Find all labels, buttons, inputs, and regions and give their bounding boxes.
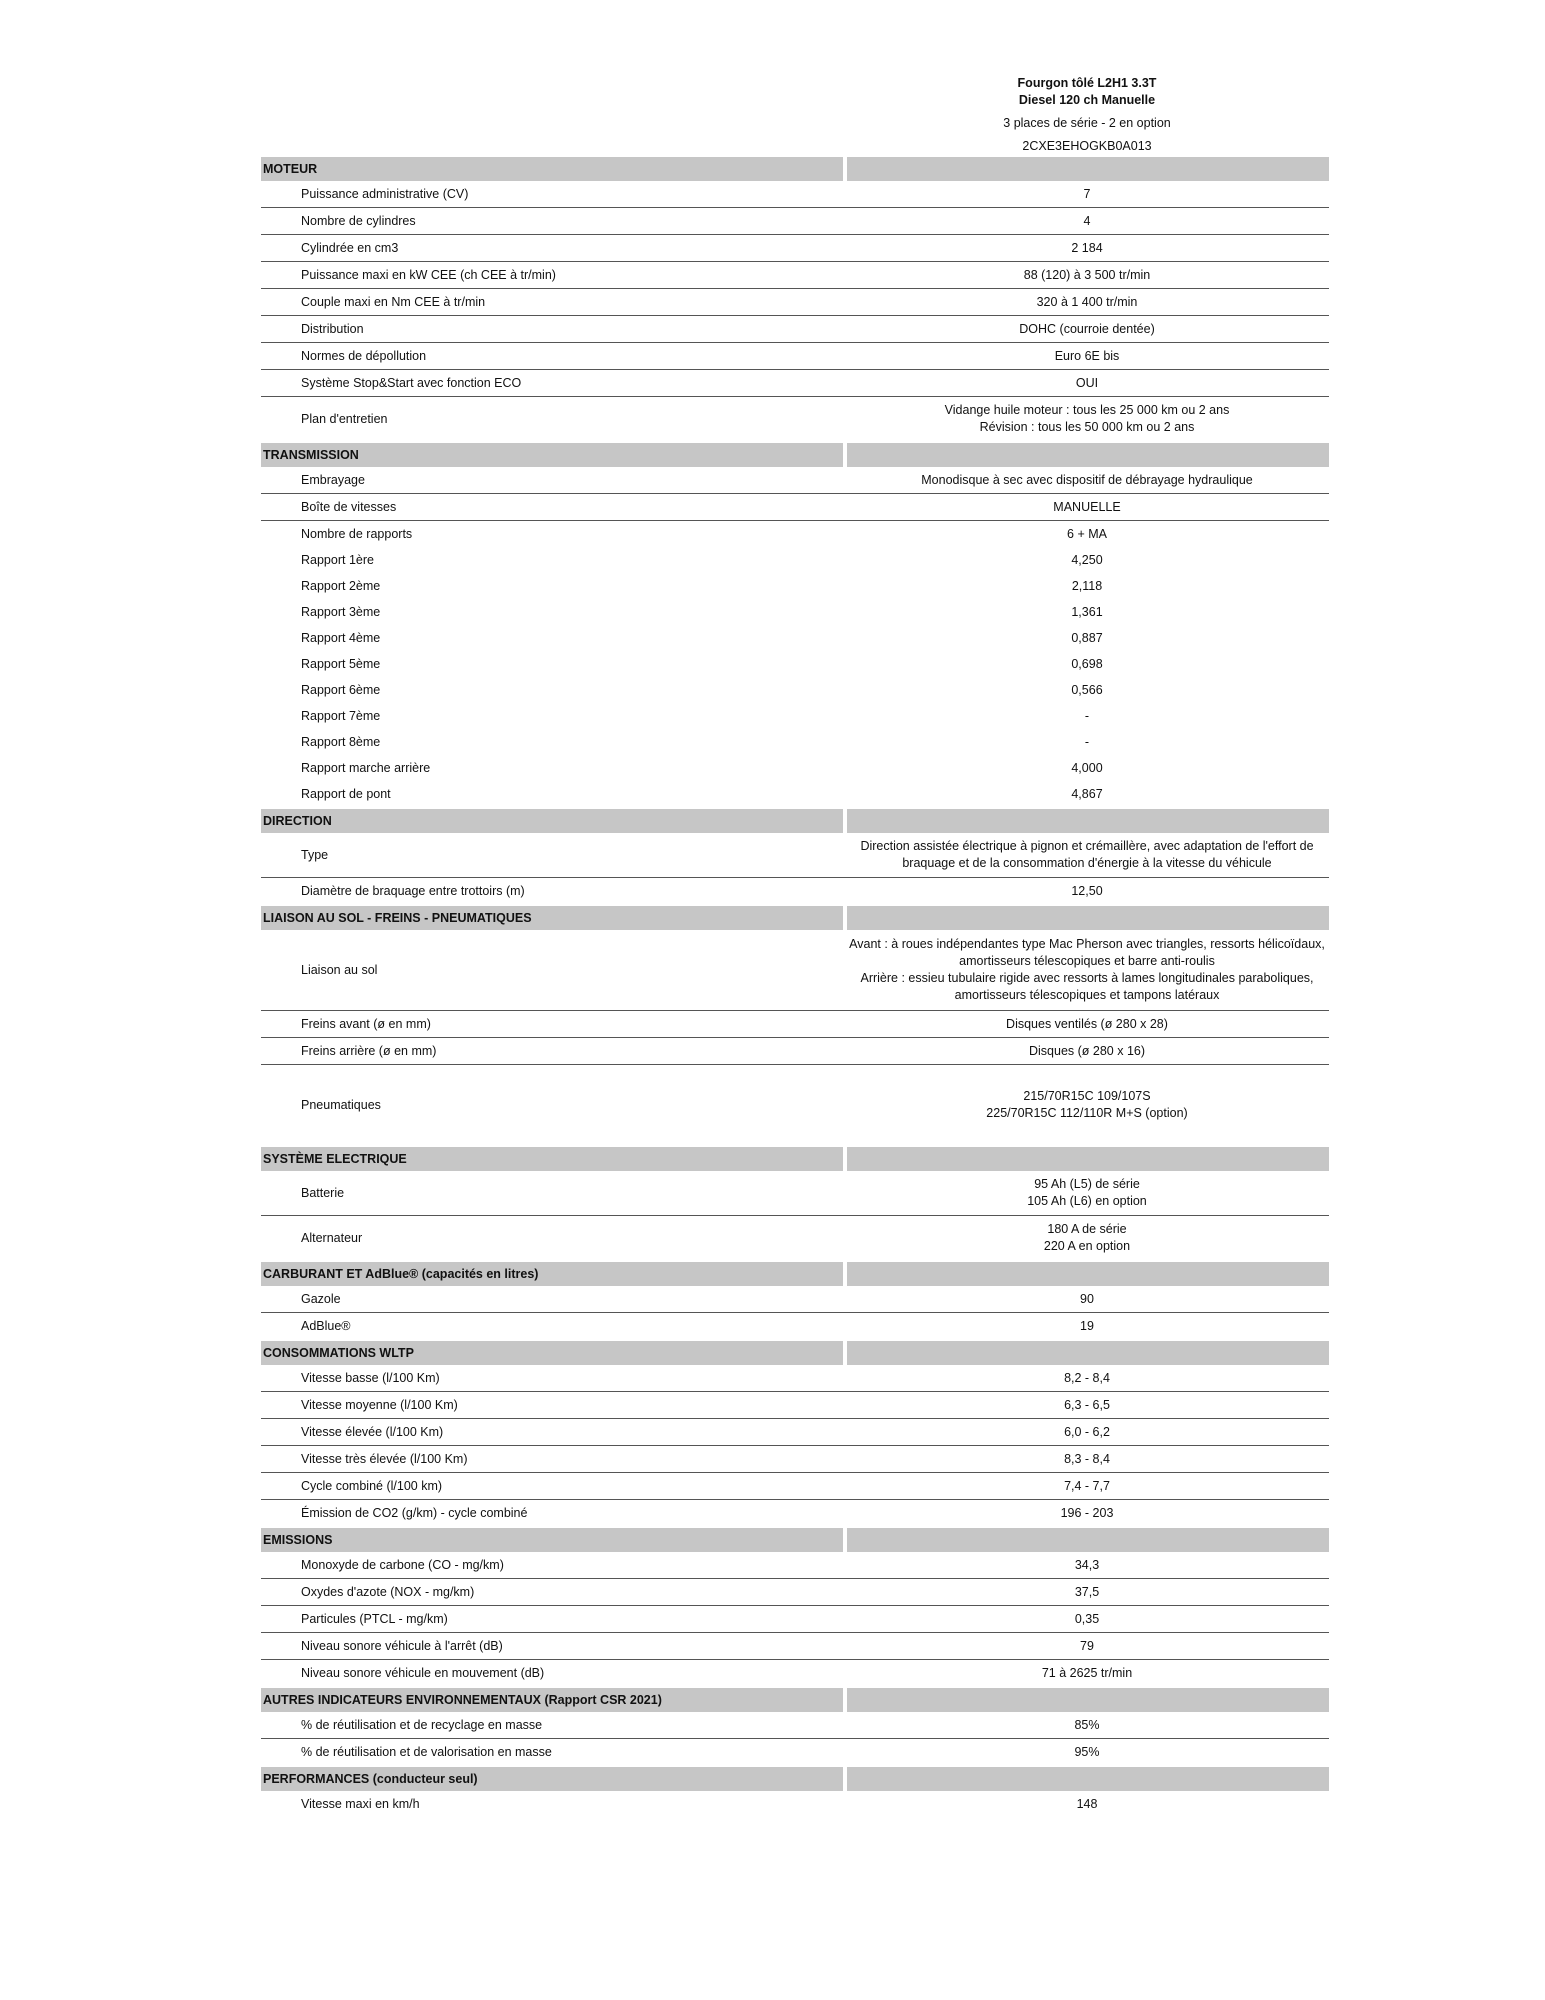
spec-label: Particules (PTCL - mg/km) [301,1612,448,1626]
section-title: MOTEUR [263,162,318,176]
spec-row [261,781,1329,807]
spec-row [261,1712,1329,1739]
spec-row [261,729,1329,755]
spec-row [261,755,1329,781]
section-value-band [843,1262,1329,1286]
spec-value: 7,4 - 7,7 [1064,1478,1110,1493]
section-header [261,1767,1329,1791]
spec-row [261,573,1329,599]
section-title: SYSTÈME ELECTRIQUE [263,1152,407,1166]
spec-label: Plan d'entretien [301,412,388,426]
spec-label: Vitesse basse (l/100 Km) [301,1371,440,1385]
spec-label: Gazole [301,1292,341,1306]
spec-value: 90 [1080,1291,1094,1306]
spec-label: Cylindrée en cm3 [301,241,399,255]
spec-value: 4,250 [1071,552,1103,567]
spec-value: Monodisque à sec avec dispositif de débrayage hydraulique [921,472,1253,487]
spec-value: 8,2 - 8,4 [1064,1370,1110,1385]
spec-label: Pneumatiques [301,1098,381,1112]
spec-value: 85% [1074,1717,1100,1732]
spec-value: 180 A de série 220 A en option [1043,1222,1131,1253]
spec-value: OUI [1075,375,1099,390]
spec-row [261,1011,1329,1038]
section-header [261,809,1329,833]
spec-label: Boîte de vitesses [301,500,397,514]
spec-row [261,547,1329,573]
spec-row [261,1313,1329,1339]
spec-row [261,1500,1329,1526]
spec-value: 12,50 [1071,883,1103,898]
spec-value: 4,867 [1071,786,1103,801]
spec-label: Rapport 1ère [301,553,374,567]
spec-row [261,1791,1329,1817]
spec-value: 37,5 [1074,1584,1100,1599]
spec-row [261,1633,1329,1660]
engine-name: Diesel 120 ch Manuelle [1018,93,1156,107]
spec-sheet [261,75,1329,1817]
spec-row [261,1660,1329,1686]
spec-value: Direction assistée électrique à pignon et crémaillère, avec adaptation de l'effort de braquage et de la consommation d'énergie à la vitesse du véhicule [860,839,1314,870]
spec-label: Distribution [301,322,364,336]
spec-value: Euro 6E bis [1054,348,1120,363]
spec-value: 0,698 [1071,656,1103,671]
spec-row [261,370,1329,397]
section-header [261,906,1329,930]
spec-row [261,467,1329,494]
spec-label: Rapport 4ème [301,631,381,645]
spec-value: 0,566 [1071,682,1103,697]
spec-row [261,878,1329,904]
spec-value: DOHC (courroie dentée) [1019,321,1155,336]
spec-sections [261,157,1329,1817]
spec-label: Monoxyde de carbone (CO - mg/km) [301,1558,504,1572]
spec-row [261,1739,1329,1765]
spec-label: % de réutilisation et de recyclage en masse [301,1718,543,1732]
spec-label: Rapport 2ème [301,579,381,593]
spec-row [261,208,1329,235]
spec-value: 1,361 [1071,604,1103,619]
version-code: 2CXE3EHOGKB0A013 [1022,139,1152,153]
spec-row [261,1216,1329,1260]
spec-value: 0,35 [1074,1611,1100,1626]
model-header [845,75,1329,155]
spec-row [261,930,1329,1011]
spec-value: Disques ventilés (ø 280 x 28) [1006,1016,1168,1031]
section-title: DIRECTION [263,814,332,828]
section-title: CARBURANT ET AdBlue® (capacités en litres) [263,1267,539,1281]
model-name: Fourgon tôlé L2H1 3.3T [1017,76,1157,90]
spec-value: 6,0 - 6,2 [1064,1424,1110,1439]
spec-label: Rapport 3ème [301,605,381,619]
spec-row [261,1365,1329,1392]
section-value-band [843,443,1329,467]
section-value-band [843,1688,1329,1712]
spec-label: Puissance administrative (CV) [301,187,469,201]
spec-value: - [1084,734,1090,749]
spec-label: Vitesse maxi en km/h [301,1797,420,1811]
spec-row [261,677,1329,703]
spec-value: 196 - 203 [1060,1505,1114,1520]
spec-label: Embrayage [301,473,365,487]
section-value-band [843,906,1329,930]
section-header [261,1688,1329,1712]
spec-row [261,1392,1329,1419]
section-value-band [843,1341,1329,1365]
spec-row [261,599,1329,625]
section-header [261,443,1329,467]
spec-value: 19 [1080,1318,1094,1333]
section-title: LIAISON AU SOL - FREINS - PNEUMATIQUES [263,911,532,925]
spec-row [261,703,1329,729]
section-header [261,1341,1329,1365]
spec-label: Rapport 6ème [301,683,381,697]
spec-value: 8,3 - 8,4 [1064,1451,1110,1466]
spec-label: Rapport 7ème [301,709,381,723]
spec-label: Alternateur [301,1231,363,1245]
spec-row [261,1473,1329,1500]
spec-value: 2 184 [1071,240,1103,255]
seats-info: 3 places de série - 2 en option [1003,116,1171,130]
spec-value: - [1084,708,1090,723]
spec-row [261,651,1329,677]
spec-row [261,1038,1329,1065]
spec-label: Niveau sonore véhicule à l'arrêt (dB) [301,1639,503,1653]
section-value-band [843,1767,1329,1791]
spec-row [261,1579,1329,1606]
spec-row [261,343,1329,370]
spec-label: Nombre de rapports [301,527,413,541]
spec-label: Vitesse très élevée (l/100 Km) [301,1452,468,1466]
spec-value: 0,887 [1071,630,1103,645]
spec-row [261,1171,1329,1216]
section-title: AUTRES INDICATEURS ENVIRONNEMENTAUX (Rapport CSR 2021) [263,1693,662,1707]
spec-row [261,289,1329,316]
spec-label: Rapport 5ème [301,657,381,671]
spec-value: 79 [1080,1638,1094,1653]
spec-value: 7 [1083,186,1091,201]
spec-value: 4 [1083,213,1091,228]
spec-value: Avant : à roues indépendantes type Mac Pherson avec triangles, ressorts hélicoïdaux, amortisseurs télescopiques et barre anti-roulis Arrière : essieu tubulaire rigide avec ressorts à lames longitudinales paraboliques, amortisseurs télescopiques et tampons latéraux [849,937,1325,1002]
spec-label: Niveau sonore véhicule en mouvement (dB) [301,1666,545,1680]
spec-value: Vidange huile moteur : tous les 25 000 km ou 2 ans Révision : tous les 50 000 km ou 2 ans [944,403,1230,434]
spec-label: Type [301,848,329,862]
spec-label: Diamètre de braquage entre trottoirs (m) [301,884,525,898]
spec-row [261,494,1329,521]
spec-value: 95% [1074,1744,1100,1759]
spec-value: MANUELLE [1053,499,1121,514]
spec-label: Couple maxi en Nm CEE à tr/min [301,295,486,309]
spec-row [261,1606,1329,1633]
spec-label: Normes de dépollution [301,349,427,363]
section-header [261,1147,1329,1171]
spec-value: 71 à 2625 tr/min [1041,1665,1133,1680]
spec-label: Freins avant (ø en mm) [301,1017,431,1031]
spec-value: 215/70R15C 109/107S 225/70R15C 112/110R M+S (option) [986,1089,1188,1120]
spec-row [261,235,1329,262]
spec-row [261,833,1329,878]
spec-value: 6,3 - 6,5 [1064,1397,1110,1412]
spec-value: 6 + MA [1067,526,1107,541]
spec-label: Cycle combiné (l/100 km) [301,1479,443,1493]
spec-row [261,1065,1329,1145]
spec-value: 34,3 [1074,1557,1100,1572]
spec-row [261,1446,1329,1473]
spec-label: Oxydes d'azote (NOX - mg/km) [301,1585,475,1599]
spec-row [261,1286,1329,1313]
section-value-band [843,157,1329,181]
spec-value: 4,000 [1071,760,1103,775]
spec-label: Système Stop&Start avec fonction ECO [301,376,522,390]
spec-value: Disques (ø 280 x 16) [1028,1043,1146,1058]
spec-row [261,625,1329,651]
spec-label: Rapport de pont [301,787,391,801]
spec-value: 148 [1076,1796,1098,1811]
spec-label: Vitesse élevée (l/100 Km) [301,1425,444,1439]
section-value-band [843,1147,1329,1171]
spec-row [261,397,1329,441]
spec-row [261,181,1329,208]
spec-value: 95 Ah (L5) de série 105 Ah (L6) en option [1027,1177,1147,1208]
spec-row [261,1552,1329,1579]
spec-label: Puissance maxi en kW CEE (ch CEE à tr/min) [301,268,556,282]
spec-label: Batterie [301,1186,345,1200]
spec-row [261,262,1329,289]
spec-row [261,316,1329,343]
spec-label: Vitesse moyenne (l/100 Km) [301,1398,458,1412]
section-header [261,1528,1329,1552]
spec-label: Rapport 8ème [301,735,381,749]
spec-value: 88 (120) à 3 500 tr/min [1023,267,1151,282]
spec-label: AdBlue® [301,1319,351,1333]
spec-label: Rapport marche arrière [301,761,431,775]
spec-row [261,521,1329,547]
spec-value: 320 à 1 400 tr/min [1036,294,1138,309]
section-title: CONSOMMATIONS WLTP [263,1346,414,1360]
section-header [261,1262,1329,1286]
section-header [261,157,1329,181]
spec-label: Liaison au sol [301,963,378,977]
spec-label: % de réutilisation et de valorisation en masse [301,1745,552,1759]
section-title: TRANSMISSION [263,448,359,462]
section-title: PERFORMANCES (conducteur seul) [263,1772,478,1786]
section-value-band [843,1528,1329,1552]
section-value-band [843,809,1329,833]
spec-row [261,1419,1329,1446]
spec-value: 2,118 [1071,578,1103,593]
spec-label: Nombre de cylindres [301,214,416,228]
spec-label: Émission de CO2 (g/km) - cycle combiné [301,1506,528,1520]
section-title: EMISSIONS [263,1533,333,1547]
spec-label: Freins arrière (ø en mm) [301,1044,437,1058]
